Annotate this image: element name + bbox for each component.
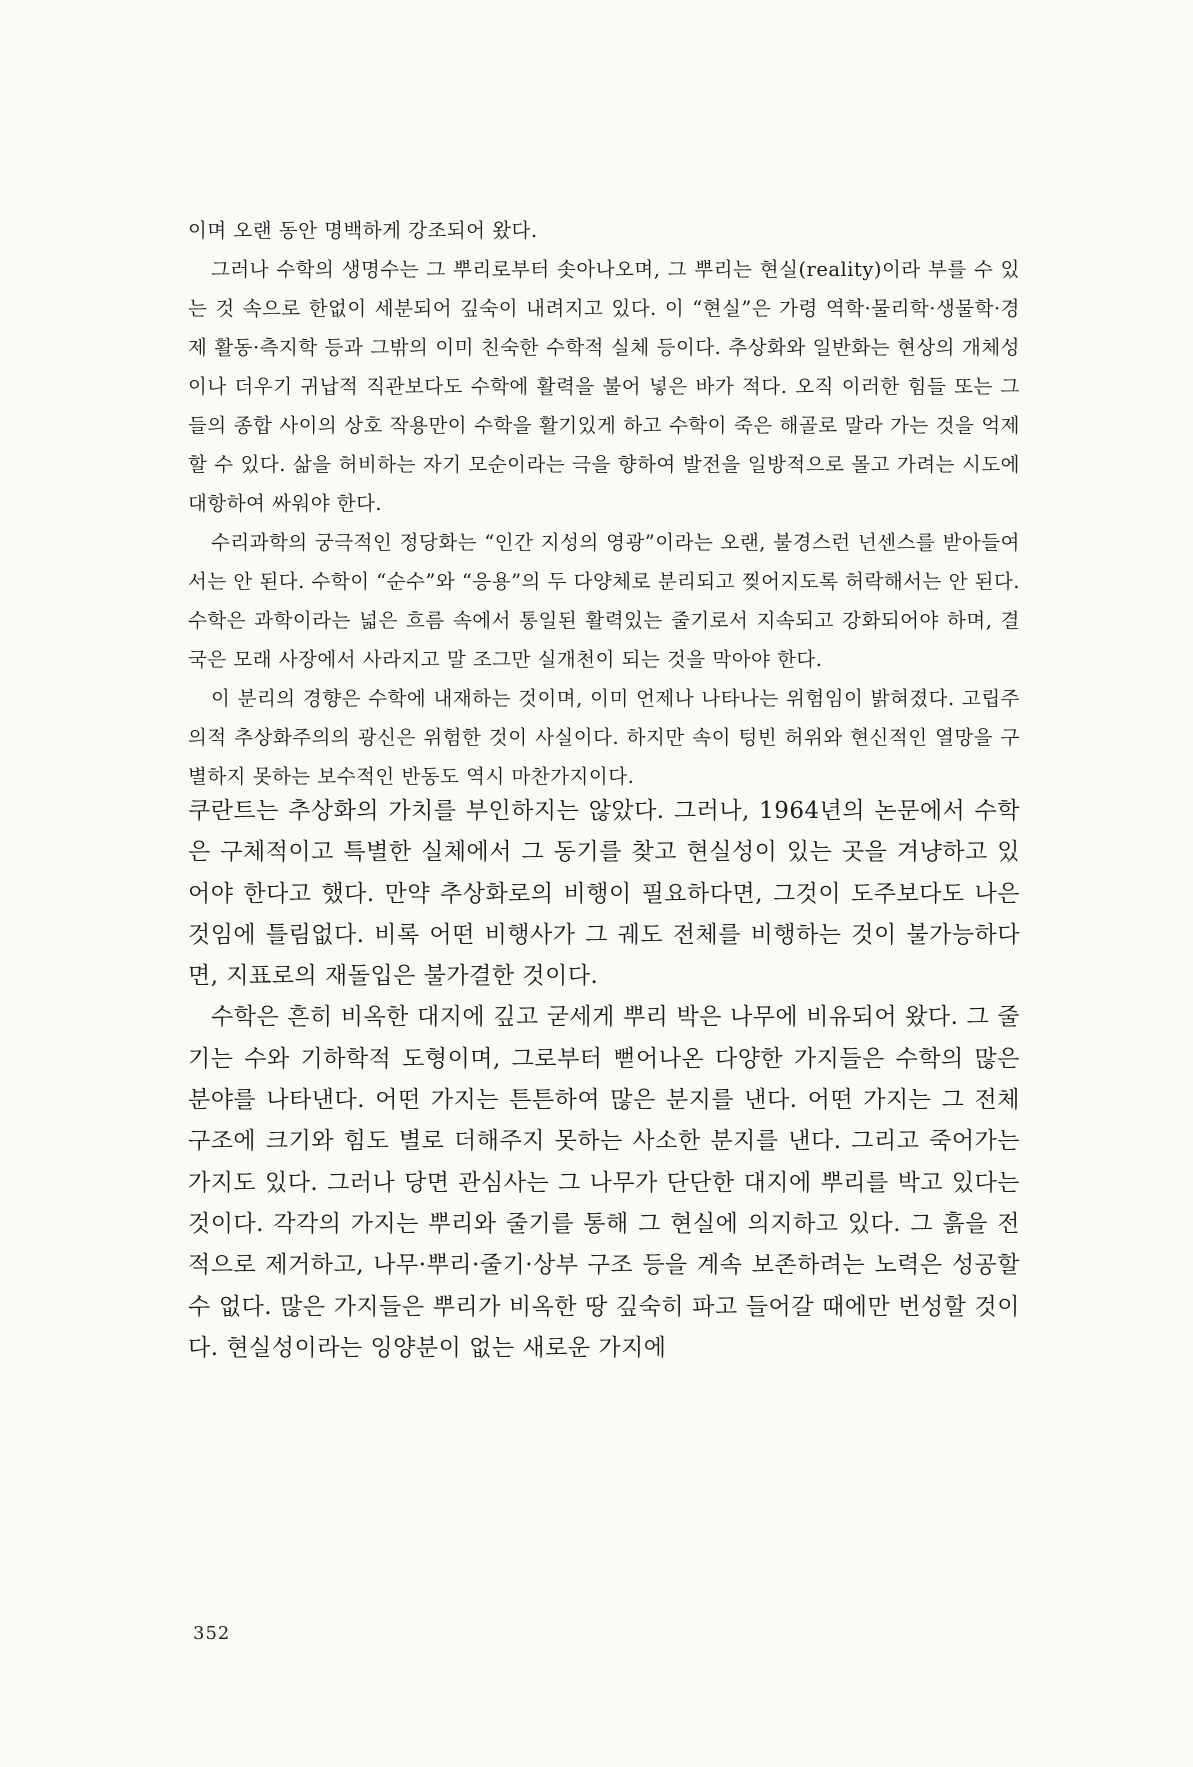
quoted-passage bbox=[188, 211, 1020, 796]
body-text bbox=[188, 791, 1020, 1369]
paragraph: 그러나 수학의 생명수는 그 뿌리로부터 솟아나오며, 그 뿌리는 현실(reality)이라 부를 수 있는 것 속으로 한없이 세분되어 깊숙이 내려지고 있다. 이 “현실”은 가령 역학·물리학·생물학·경제 활동·측지학 등과 그밖의 이미 친숙한 수학적 실체 등이다. 추상화와 일반화는 현상의 개체성이나 더우기 귀납적 직관보다도 수학에 활력을 불어 넣은 바가 적다. 오직 이러한 힘들 또는 그들의 종합 사이의 상호 작용만이 수학을 활기있게 하고 수학이 죽은 해골로 말라 가는 것을 억제할 수 있다. 삶을 허비하는 자기 모순이라는 극을 향하여 발전을 일방적으로 몰고 가려는 시도에 대항하여 싸워야 한다. bbox=[188, 258, 1020, 515]
page-number: 352 bbox=[193, 1623, 231, 1644]
paragraph: 이 분리의 경향은 수학에 내재하는 것이며, 이미 언제나 나타나는 위험임이 밝혀졌다. 고립주의적 추상화주의의 광신은 위험한 것이 사실이다. 하지만 속이 텅빈 허위와 현신적인 열망을 구별하지 못하는 보수적인 반동도 역시 마찬가지이다. bbox=[188, 687, 1020, 788]
paragraph: 이며 오랜 동안 명백하게 강조되어 왔다. bbox=[188, 219, 538, 242]
paragraph: 수리과학의 궁극적인 정당화는 “인간 지성의 영광”이라는 오랜, 불경스런 넌센스를 받아들여서는 안 된다. 수학이 “순수”와 “응용”의 두 다양체로 분리되고 찢어지도록 허락해서는 안 된다. 수학은 과학이라는 넓은 흐름 속에서 통일된 활력있는 줄기로서 지속되고 강화되어야 하며, 결국은 모래 사장에서 사라지고 말 조그만 실개천이 되는 것을 막아야 한다. bbox=[188, 531, 1020, 671]
paragraph: 수학은 흔히 비옥한 대지에 깊고 굳세게 뿌리 박은 나무에 비유되어 왔다. 그 줄기는 수와 기하학적 도형이며, 그로부터 뻗어나온 다양한 가지들은 수학의 많은 분야를 나타낸다. 어떤 가지는 튼튼하여 많은 분지를 낸다. 어떤 가지는 그 전체 구조에 크기와 힘도 별로 더해주지 못하는 사소한 분지를 낸다. 그리고 죽어가는 가지도 있다. 그러나 당면 관심사는 그 나무가 단단한 대지에 뿌리를 박고 있다는 것이다. 각각의 가지는 뿌리와 줄기를 통해 그 현실에 의지하고 있다. 그 흙을 전적으로 제거하고, 나무·뿌리·줄기·상부 구조 등을 계속 보존하려는 노력은 성공할 수 없다. 많은 가지들은 뿌리가 비옥한 땅 깊숙히 파고 들어갈 때에만 번성할 것이다. 현실성이라는 잉양분이 없는 새로운 가지에 bbox=[188, 1004, 1020, 1361]
paragraph: 쿠란트는 추상화의 가치를 부인하지는 않았다. 그러나, 1964년의 논문에서 수학은 구체적이고 특별한 실체에서 그 동기를 찾고 현실성이 있는 곳을 겨냥하고 있어야 한다고 했다. 만약 추상화로의 비행이 필요하다면, 그것이 도주보다도 나은 것임에 틀림없다. 비록 어떤 비행사가 그 궤도 전체를 비행하는 것이 불가능하다면, 지표로의 재돌입은 불가결한 것이다. bbox=[188, 798, 1020, 990]
